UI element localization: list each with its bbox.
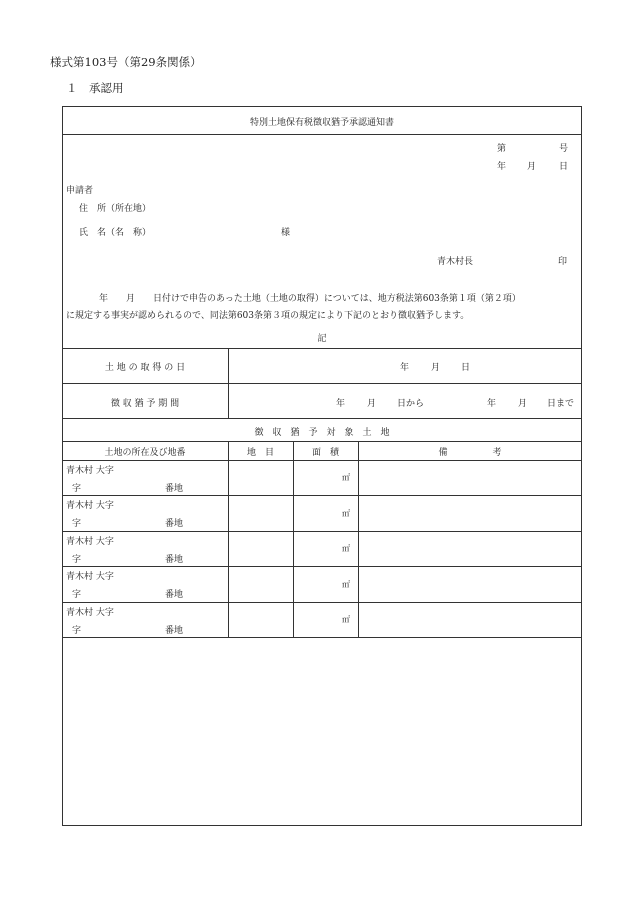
body-line-2: に規定する事実が認められるので、同法第603条第３項の規定により下記のとおり徴収猶予します。 [66,311,470,321]
deferral-from-month: 月 [367,399,377,409]
col-location: 土地の所在及び地番 [104,448,186,458]
row4-area-unit: ㎡ [342,580,350,589]
row4-aza: 字 [72,590,82,600]
row5-area-unit: ㎡ [342,615,350,624]
seal-mark: 印 [558,257,568,267]
row1-area-unit: ㎡ [342,473,350,482]
col-area: 面 積 [311,448,339,458]
row2-aza: 字 [72,519,82,529]
acquisition-month: 月 [431,363,441,373]
row3-village: 青木村 大字 [66,537,114,547]
row2-banchi: 番地 [165,519,184,529]
address-label: 住 所（所在地） [79,204,152,214]
date-day: 日 [559,162,569,172]
row3-area-unit: ㎡ [342,544,350,553]
date-month: 月 [527,162,537,172]
body-line-1: 年 月 日付けで申告のあった土地（土地の取得）については、地方税法第603条第１項（第２項） [99,294,521,304]
deferral-to-month: 月 [518,399,528,409]
row5-banchi: 番地 [165,626,184,636]
deferral-from-day: 日から [397,399,425,409]
notice-form [62,106,582,826]
row4-village: 青木村 大字 [66,572,114,582]
applicant-label: 申請者 [66,186,94,196]
row1-banchi: 番地 [165,484,184,494]
form-number: 様式第103号（第29条関係） [50,55,202,69]
row2-area-unit: ㎡ [342,509,350,518]
name-label: 氏 名（名 称） [79,228,152,238]
col-land-category: 地 目 [246,448,274,458]
form-title: 特別土地保有税徴収猶予承認通知書 [249,118,394,128]
acquisition-label: 土 地 の 取 得 の 日 [104,363,186,373]
row5-village: 青木村 大字 [66,608,114,618]
issuer-name: 青木村長 [437,257,474,267]
row1-village: 青木村 大字 [66,466,114,476]
honorific: 様 [281,228,291,238]
deferral-to-year: 年 [487,399,497,409]
acquisition-day: 日 [461,363,471,373]
col-remarks: 備 考 [438,448,502,458]
doc-no-dai: 第 [497,144,507,154]
land-section-title: 徴 収 猶 予 対 象 土 地 [254,428,390,438]
row2-village: 青木村 大字 [66,501,114,511]
ki-mark: 記 [317,334,327,344]
row1-aza: 字 [72,484,82,494]
doc-no-go: 号 [559,144,569,154]
acquisition-year: 年 [400,363,410,373]
deferral-label: 徴 収 猶 予 期 間 [110,399,180,409]
date-year: 年 [497,162,507,172]
section-label: １ 承認用 [66,81,124,95]
row4-banchi: 番地 [165,590,184,600]
row3-aza: 字 [72,555,82,565]
deferral-to-day: 日まで [547,399,575,409]
deferral-from-year: 年 [336,399,346,409]
row3-banchi: 番地 [165,555,184,565]
row5-aza: 字 [72,626,82,636]
